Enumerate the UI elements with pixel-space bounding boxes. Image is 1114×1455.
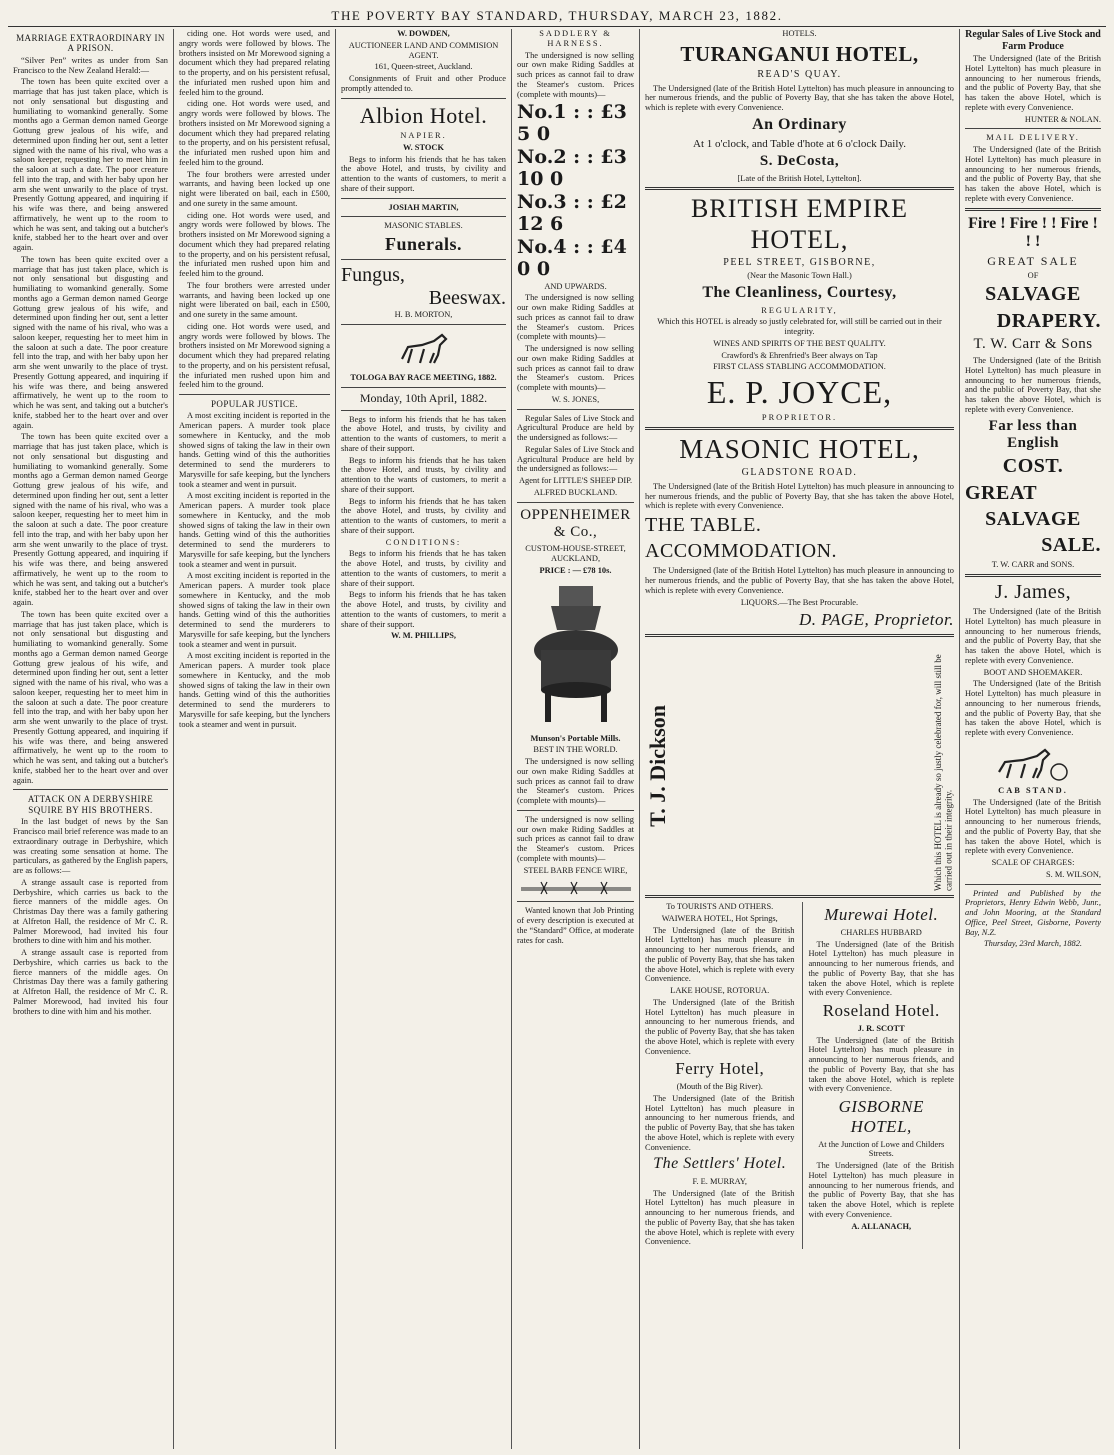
column-5 [640,29,960,1449]
article-body-justice-4: A most exciting incident is reported in the American papers. A murder took place somewhere in Kentucky, and the mob showed signs of taking the law in their own hands. Getting wind of this the authorities determined to send the murderers to Marysville for safe keeping, but the lynchers took a steamer and went in pursuit. [179,651,330,729]
divider [341,387,506,388]
murewai-title: Murewai Hotel. [824,905,939,925]
divider [341,410,506,411]
cab-horse-icon [993,742,1073,782]
fire-title: Fire ! Fire ! ! Fire ! ! ! [968,214,1098,251]
funerals-title: Funerals. [384,234,462,255]
allanach-name: A. ALLANACH, [851,1221,912,1231]
divider [965,128,1101,129]
column-3 [336,29,512,1449]
drapery-title: DRAPERY. [996,309,1101,332]
scott-name: J. R. SCOTT [857,1023,905,1033]
article-title-marriage: MARRIAGE EXTRAORDINARY IN A PRISON. [16,33,165,54]
waiwera-body: The Undersigned (late of the British Hotel Lyttelton) has much pleasure in announcing to her numerous friends, and the public of Poverty Bay, that she has taken the above Hotel, which is replete with every Convenience. [645,925,795,984]
divider [965,208,1101,211]
divider [645,187,954,190]
divider [179,394,330,395]
gladstone-road: GLADSTONE ROAD. [741,467,858,479]
saddlery-upwards: AND UPWARDS. [544,281,607,291]
roseland-body: The Undersigned (late of the British Hotel Lyttelton) has much pleasure in announcing to her numerous friends, and the public of Poverty Bay, that she has taken the above Hotel, which is replete with every Convenience. [808,1035,954,1094]
mail-body: The Undersigned (late of the British Hotel Lyttelton) has much pleasure in announcing to her numerous friends, and the public of Poverty Bay, that she has taken the above Hotel, which is replete with every Convenience. [965,145,1101,203]
cab-body: The Undersigned (late of the British Hotel Lyttelton) has much pleasure in announcing to her numerous friends, and the public of Poverty Bay, that she has taken the above Hotel, which is replete with every Convenience. [965,797,1101,856]
race-date: Monday, 10th April, 1882. [359,390,488,405]
stabling-line: FIRST CLASS STABLING ACCOMMODATION. [713,362,886,372]
article-body: The town has been quite excited over a marriage that has just taken place, which is not only sensational but disgusting and humiliating to womankind generally. Some months ago a German demon named George Gottung grew jealous of his wife, and determined upon finding her out, sent a letter signed with the name of his rival, who was a saloon keeper, requesting her to meet him in the saloon at such a date. The poor creature fell into the trap, and with her baby upon her arm she went unwarily to the place of tryst. Presently Gottung appeared, and inquiring if his wife was there, and being answered affirmatively, he went up to the room to which he was sent, and taking out a butcher's knife, stabbed her to the heart over and over again. [13,77,168,253]
article-continuation-2: ciding one. Hot words were used, and angry words were followed by blows. The brothers insisted on Mr Morewood signing a document which they had prepared relating to the property, and on his persistent refusal, the infuriated men rushed upon him and feeled him to the ground. [179,99,330,167]
regular-sales-body: The Undersigned (late of the British Hotel Lyttelton) has much pleasure in announcing to her numerous friends, and the public of Poverty Bay, that she has taken the above Hotel, which is replete with every Convenience. [965,54,1101,112]
column-6 [960,29,1106,1449]
murewai-body: The Undersigned (late of the British Hotel Lyttelton) has much pleasure in announcing to her numerous friends, and the public of Poverty Bay, that she has taken the above Hotel, which is replete with every Convenience. [808,939,954,998]
turanganui-title: TURANGANUI HOTEL, [680,41,919,66]
article-body-extended-3: The town has been quite excited over a marriage that has just taken place, which is not only sensational but disgusting and humiliating to womankind generally. Some months ago a German demon named George Gottung grew jealous of his wife, and determined upon finding her out, sent a letter signed with the name of his rival, who was a saloon keeper, requesting her to meet him in the saloon at such a date. The poor creature fell into the trap, and with her baby upon her arm she went unwarily to the place of tryst. Presently Gottung appeared, and inquiring if his wife was there, and being answered affirmatively, he went up to the room to which he was sent, and taking out a butcher's knife, stabbed her to the heart over and over again. [13,609,168,785]
article-continuation-6: ciding one. Hot words were used, and angry words were followed by blows. The brothers insisted on Mr Morewood signing a document which they had prepared relating to the property, and on his persistent refusal, the infuriated men rushed upon him and feeled him to the ground. [179,321,330,390]
column-2 [174,29,336,1449]
saddlery-body: The undersigned is now selling our own make Riding Saddles at such prices as cannot fail to draw the Steamer's custom. Prices (complete with mounts)— [517,293,634,342]
dowden-body: Consignments of Fruit and other Produce promptly attended to. [341,74,506,93]
munson-title: Munson's Portable Mills. [530,733,621,743]
ordinary-title: An Ordinary [752,115,847,133]
wilson-name: S. M. WILSON, [1046,869,1101,879]
oppenheimer-body: The undersigned is now selling our own make Riding Saddles at such prices as cannot fail to draw the Steamer's custom. Prices (complete with mounts)— [517,814,634,863]
mill-price: PRICE : — £78 10s. [539,565,612,575]
hunter-nolan: HUNTER & NOLAN. [1024,114,1101,124]
steel-wire: STEEL BARB FENCE WIRE, [523,865,628,875]
jones-name: W. S. JONES, [551,394,600,404]
hotels-header: HOTELS. [782,29,817,38]
barbed-wire-icon [521,879,631,897]
fungus-beeswax-header [341,264,506,287]
article-continuation-3: The four brothers were arrested under warrants, and having been locked up one night were liberated on bail, each in £500, and one surety in the same amount. [179,169,330,208]
divider [517,810,634,811]
oppenheimer-title: OPPENHEIMER & Co., [520,506,631,540]
fungus-title: Fungus, [341,263,405,286]
masthead: THE POVERTY BAY STANDARD, THURSDAY, MARCH 23, 1882. [331,8,783,23]
saddlery-title: SADDLERY & HARNESS. [539,29,612,48]
divider [341,98,506,99]
masonic-body: The Undersigned (late of the British Hotel Lyttelton) has much pleasure in announcing to her numerous friends, and the public of Poverty Bay, that she has taken the above Hotel, which is replete with every Convenience. [645,481,954,511]
far-less: Far less than English [988,417,1078,452]
article-title-popular-justice: POPULAR JUSTICE. [211,399,298,409]
portable-mill-icon [521,580,631,730]
great-sale: GREAT SALE [987,253,1079,268]
lower-hotels-left [645,902,794,1249]
joyce-proprietor: PROPRIETOR. [761,413,838,423]
scale-charges: SCALE OF CHARGES: [991,858,1075,868]
column-1 [8,29,174,1449]
carr-body: The Undersigned (late of the British Hotel Lyttelton) has much pleasure in announcing to her numerous friends, and the public of Poverty Bay, that she has taken the above Hotel, which is replete with every Convenience. [965,356,1101,414]
price-row-2: No.2 : : £3 10 0 [517,146,627,191]
divider [645,427,954,430]
cab-stand: CAB STAND. [998,785,1068,795]
martin-name: JOSIAH MARTIN, [388,202,459,212]
albion-city: NAPIER. [400,131,447,141]
decosta-late: [Late of the British Hotel, Lyttelton]. [737,173,862,183]
accommodation-title: ACCOMMODATION. [645,540,838,563]
masthead-rule [8,26,1106,27]
article-body-attack-2: A strange assault case is reported from Derbyshire, which carries us back to the fierce manners of the middle ages. On Christmas Day there was a family gathering at Alfreton Hall, the residence of Mr C. R. Palmer Morewood, had invited his four brothers to dine with him and his mother. [13,877,168,946]
race-body-2: Begs to inform his friends that he has taken the above Hotel, and trusts, by civility and attention to the wants of customers, to merit a share of their support. [341,455,506,494]
dickson-ad [645,641,954,891]
lower-hotels-right [802,902,954,1249]
cleanliness-title: The Cleanliness, Courtesy, [702,284,897,302]
ferry-body: The Undersigned (late of the British Hotel Lyttelton) has much pleasure in announcing to her numerous friends, and the public of Poverty Bay, that she has taken the above Hotel, which is replete with every Convenience. [645,1093,795,1152]
ordinary-time: At 1 o'clock, and Table d'hote at 6 o'clock Daily. [693,137,906,150]
gisborne-sub: At the Junction of Lowe and Childers Streets. [818,1139,945,1159]
gisborne-hotel-title: GISBORNE HOTEL, [838,1097,924,1136]
carr-sons: T. W. Carr & Sons [973,335,1093,352]
dowden-address: 161, Queen-street, Auckland. [374,62,473,72]
the-table-title: THE TABLE. [645,514,762,537]
dickson-body: Which this HOTEL is already so justly celebrated for, will still be carried out in their integrity. [933,654,954,892]
gisborne-body: The Undersigned (late of the British Hotel Lyttelton) has much pleasure in announcing to her numerous friends, and the public of Poverty Bay, that she has taken the above Hotel, which is replete with every Convenience. [808,1161,954,1219]
race-conditions-body: Begs to inform his friends that he has taken the above Hotel, and trusts, by civility and attention to the wants of customers, to merit a share of their support. [341,549,506,588]
wanted-print: Wanted known that Job Printing of every description is executed at the “Standard” Office, at moderate rates for cash. [517,906,634,945]
article-intro: “Silver Pen” writes as under from San Francisco to the New Zealand Herald:— [13,55,168,75]
boot-body: The Undersigned (late of the British Hotel Lyttelton) has much pleasure in announcing to her numerous friends, and the public of Poverty Bay, that she has taken the above Hotel, which is replete with every Convenience. [965,679,1101,738]
hubbard-name: CHARLES HUBBARD [840,927,922,937]
liquors-line: LIQUORS.—The Best Procurable. [740,597,859,607]
article-continuation: ciding one. Hot words were used, and angry words were followed by blows. The brothers insisted on Mr Morewood signing a document which they had prepared relating to the property, and on his persistent refusal, the infuriated men rushed upon him and feeled him to the ground. [179,29,330,97]
saddlery-body-2: The undersigned is now selling our own make Riding Saddles at such prices as cannot fail to draw the Steamer's custom. Prices (complete with mounts)— [517,344,634,392]
which-line: Which this HOTEL is already so justly celebrated for, will still be carried out in their integrity. [657,317,942,337]
print-date: Thursday, 23rd March, 1882. [983,939,1083,949]
column-4 [512,29,640,1449]
lake-body: The Undersigned (late of the British Hotel Lyttelton) has much pleasure in announcing to her numerous friends, and the public of Poverty Bay, that she has taken the above Hotel, which is replete with every Convenience. [645,997,795,1056]
turanganui-body: The Undersigned (late of the British Hotel Lyttelton) has much pleasure in announcing to her numerous friends, and the public of Poverty Bay, that she has taken the above Hotel, which is replete with every Convenience. [645,83,954,113]
james-body: The Undersigned (late of the British Hotel Lyttelton) has much pleasure in announcing to her numerous friends, and the public of Poverty Bay, that she has taken the above Hotel, which is replete with every Convenience. [965,607,1101,665]
british-empire-title: BRITISH EMPIRE HOTEL, [691,194,908,254]
phillips-name: W. M. PHILLIPS, [390,631,457,641]
price-row-1: No.1 : : £3 5 0 [517,101,627,146]
divider [517,901,634,902]
dowden-name: W. DOWDEN, [397,29,450,38]
ferry-title: Ferry Hotel, [675,1059,765,1079]
albion-body: Begs to inform his friends that he has taken the above Hotel, and trusts, by civility and attention to the wants of customers, to merit a share of their support. [341,154,506,193]
regular-sales: Regular Sales of Live Stock and Agricultural Produce are held by the undersigned as follows:— [517,413,634,442]
salvage2-title: SALVAGE [985,507,1081,530]
price-row-3: No.3 : : £2 12 6 [517,191,627,236]
albion-owner: W. STOCK [403,142,444,152]
buckland-name: ALFRED BUCKLAND. [533,487,618,497]
dowden-title: AUCTIONEER LAND AND COMMISION AGENT. [348,40,499,60]
article-body-justice-2: A most exciting incident is reported in the American papers. A murder took place somewhere in Kentucky, and the mob showed signs of taking the law in their own hands. Getting wind of this the authorities determined to send the murderers to Marysville for safe keeping, but the lynchers took a steamer and went in pursuit. [179,491,330,569]
morton-name: H. B. MORTON, [394,310,453,320]
divider [965,884,1101,885]
divider [341,216,506,217]
sale-title: SALE. [1041,534,1101,557]
crawford-line: Crawford's & Ehrenfried's Beer always on Tap [721,350,878,360]
article-body-extended: The town has been quite excited over a marriage that has just taken place, which is not only sensational but disgusting and humiliating to womankind generally. Some months ago a German demon named George Gottung grew jealous of his wife, and determined upon finding her out, sent a letter signed with the name of his rival, who was a saloon keeper, requesting her to meet him in the saloon at such a date. The poor creature fell into the trap, and with her baby upon her arm she went unwarily to the place of tryst. Presently Gottung appeared, and inquiring if his wife was there, and being answered affirmatively, he went up to the room to which he was sent, and taking out a butcher's knife, stabbed her to the heart over and over again. [13,254,168,430]
divider [517,502,634,503]
race-body-3: Begs to inform his friends that he has taken the above Hotel, and trusts, by civility and attention to the wants of customers, to merit a share of their support. [341,496,506,535]
great2-title: GREAT [965,481,1038,504]
joyce-name: E. P. JOYCE, [706,374,893,411]
article-continuation-4: ciding one. Hot words were used, and angry words were followed by blows. The brothers insisted on Mr Morewood signing a document which they had prepared relating to the property, and on his persistent refusal, the infuriated men rushed upon him and feeled him to the ground. [179,210,330,278]
albion-hotel-title: Albion Hotel. [359,102,488,128]
murray-name: F. E. MURRAY, [692,1176,747,1186]
beeswax-title: Beeswax. [428,287,506,310]
agent-line: Agent for LITTLE'S SHEEP DIP. [518,476,633,485]
cost-title: COST. [1002,455,1064,478]
best-in-world: BEST IN THE WORLD. [533,745,618,755]
near-masonic: (Near the Masonic Town Hall.) [747,271,852,281]
race-body: Begs to inform his friends that he has taken the above Hotel, and trusts, by civility and attention to the wants of customers, to merit a share of their support. [341,414,506,453]
wines-line: WINES AND SPIRITS OF THE BEST QUALITY. [713,338,886,348]
divider [645,895,954,898]
divider [341,259,506,260]
accommodation-body: The Undersigned (late of the British Hotel Lyttelton) has much pleasure in announcing to her numerous friends, and the public of Poverty Bay, that she has taken the above Hotel, which is replete with every Convenience. [645,566,954,595]
mail-delivery: MAIL DELIVERY. [986,133,1080,143]
peel-street: PEEL STREET, GISBORNE, [723,256,876,268]
divider [517,409,634,410]
article-body-justice-3: A most exciting incident is reported in the American papers. A murder took place somewhere in Kentucky, and the mob showed signs of taking the law in their own hands. Getting wind of this the authorities determined to send the murderers to Marysville for safe keeping, but the lynchers took a steamer and went in pursuit. [179,571,330,649]
divider [965,574,1101,577]
reads-quay: READ'S QUAY. [757,69,842,81]
divider [13,789,168,790]
page-proprietor: D. PAGE, Proprietor. [799,610,954,630]
regular-sales-2: Regular Sales of Live Stock and Agricultural Produce are held by the undersigned as follows:— [517,444,634,474]
saddlery-intro: The undersigned is now selling our own make Riding Saddles at such prices as cannot fail to draw the Steamer's custom. Prices (complete with mounts)— [517,50,634,99]
waiwera-line: WAIWERA HOTEL, Hot Springs, [661,913,778,923]
article-title-attack: ATTACK ON A DERBYSHIRE SQUIRE BY HIS BROTHERS. [27,794,154,815]
ferry-sub: (Mouth of the Big River). [676,1082,763,1092]
race-title: TOLOGA BAY RACE MEETING, 1882. [350,373,497,383]
horse-icon [394,329,454,369]
oppenheimer-sub: CUSTOM-HOUSE-STREET, AUCKLAND, [525,544,626,564]
divider [341,198,506,199]
printed-by: Printed and Published by the Proprietors, Henry Edwin Webb, Junr., and John Mooring, at the Standard Office, Peel Street, Gisborne, Poverty Bay, N.Z. [965,888,1101,937]
carr-sons-2: T. W. CARR and SONS. [991,560,1075,570]
article-continuation-5: The four brothers were arrested under warrants, and having been locked up one night were liberated on bail, each in £500, and one surety in the same amount. [179,280,330,319]
munson-body: The undersigned is now selling our own make Riding Saddles at such prices as cannot fail to draw the Steamer's custom. Prices (complete with mounts)— [517,757,634,806]
regular-sales-title: Regular Sales of Live Stock and Farm Produce [965,29,1101,52]
roseland-title: Roseland Hotel. [822,1001,940,1021]
lower-hotels [645,902,954,1249]
masonic-title: MASONIC HOTEL, [679,433,920,464]
race-conditions: CONDITIONS: [385,537,462,547]
decosta-name: S. DeCosta, [759,153,840,170]
boot-shoemaker: BOOT AND SHOEMAKER. [983,667,1083,677]
regularity: REGULARITY, [761,305,838,315]
article-body-attack-3: A strange assault case is reported from Derbyshire, which carries us back to the fierce manners of the middle ages. On Christmas Day there was a family gathering at Alfreton Hall, the residence of Mr C. R. Palmer Morewood, had invited his four brothers to dine with him and his mother. [13,948,168,1016]
lake-house: LAKE HOUSE, ROTORUA. [670,986,770,996]
of-line: OF [1027,270,1039,280]
columns [8,29,1106,1449]
dickson-name: T. J. Dickson [645,705,670,828]
tourists-line: To TOURISTS AND OTHERS. [666,902,774,912]
divider [341,324,506,325]
race-conditions-body-2: Begs to inform his friends that he has taken the above Hotel, and trusts, by civility and attention to the wants of customers, to merit a share of their support. [341,590,506,629]
masonic-stables: MASONIC STABLES. [384,221,463,231]
article-body-extended-2: The town has been quite excited over a marriage that has just taken place, which is not only sensational but disgusting and humiliating to womankind generally. Some months ago a German demon named George Gottung grew jealous of his wife, and determined upon finding her out, sent a letter signed with the name of his rival, who was a saloon keeper, requesting her to meet him in the saloon at such a date. The poor creature fell into the trap, and with her baby upon her arm she went unwarily to the place of tryst. Presently Gottung appeared, and inquiring if his wife was there, and being answered affirmatively, he went up to the room to which he was sent, and taking out a butcher's knife, stabbed her to the heart over and over again. [13,432,168,608]
article-body-attack: In the last budget of news by the San Francisco mail brief reference was made to an extraordinary outrage in Derbyshire, which was creating some sensation at home. The particulars, as gathered by the English papers, are as follows:— [13,817,168,875]
divider [645,634,954,637]
salvage-title: SALVAGE [985,283,1081,306]
settlers-body: The Undersigned (late of the British Hotel Lyttelton) has much pleasure in announcing to her numerous friends, and the public of Poverty Bay, that she has taken the above Hotel, which is replete with every Convenience. [645,1188,795,1247]
settlers-title: The Settlers' Hotel. [653,1155,787,1173]
price-row-4: No.4 : : £4 0 0 [517,236,627,281]
james-title: J. James, [994,580,1072,603]
article-body-justice: A most exciting incident is reported in the American papers. A murder took place somewhere in Kentucky, and the mob showed signs of taking the law in their own hands. Getting wind of this the authorities determined to send the murderers to Marysville for safe keeping, but the lynchers took a steamer and went in pursuit. [179,411,330,489]
